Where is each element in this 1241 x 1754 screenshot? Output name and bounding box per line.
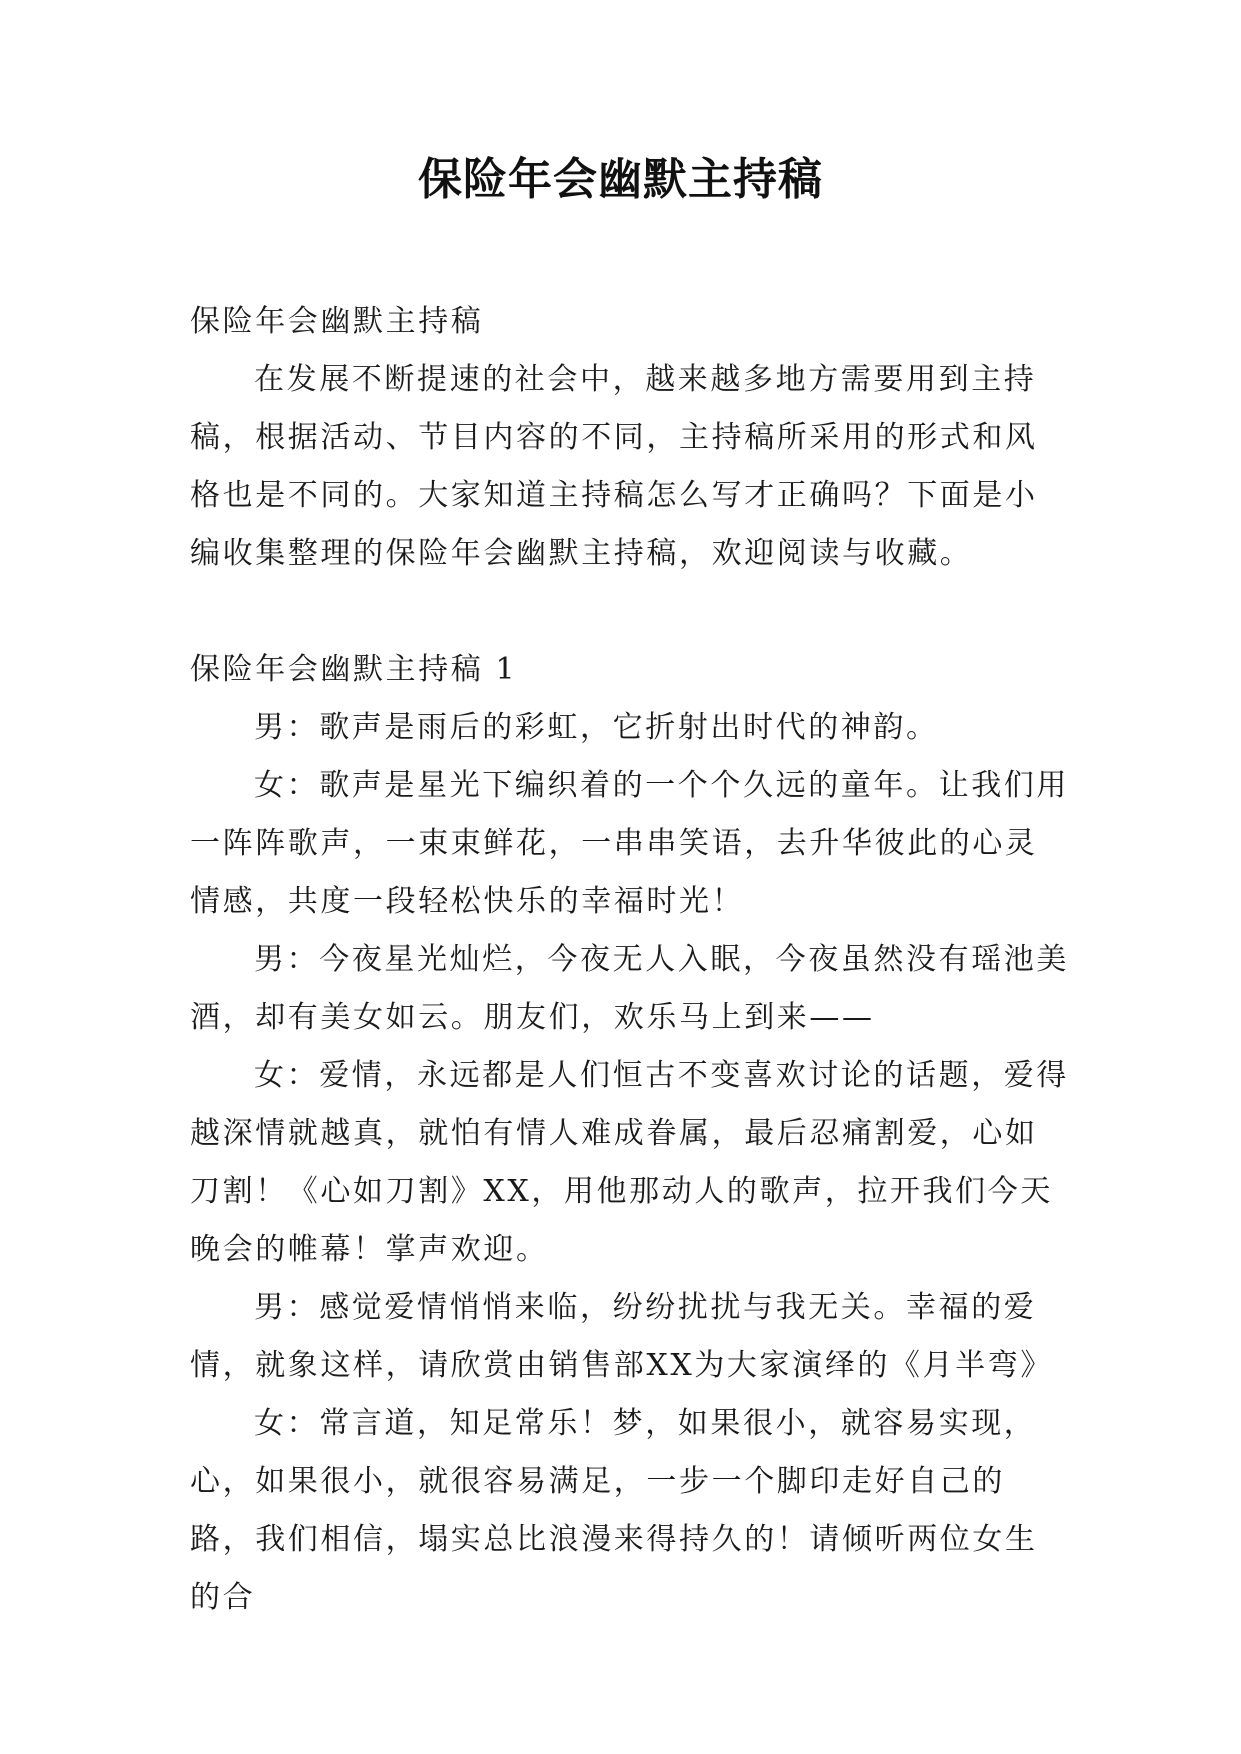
- dialogue-paragraph: 女：常言道，知足常乐！梦，如果很小，就容易实现，心，如果很小，就很容易满足，一步一个脚印走好自己的路，我们相信，塌实总比浪漫来得持久的！请倾听两位女生的合: [190, 1406, 1038, 1615]
- section-heading: 保险年会幽默主持稿 1: [190, 652, 518, 687]
- dialogue-paragraph: 男：今夜星光灿烂，今夜无人入眠，今夜虽然没有瑶池美酒，却有美女如云。朋友们，欢乐马上到来——: [190, 942, 1069, 1035]
- dialogue-paragraph: 男：感觉爱情悄悄来临，纷纷扰扰与我无关。幸福的爱情，就象这样，请欣赏由销售部XX为大家演绎的《月半弯》: [190, 1290, 1053, 1383]
- paragraph-gap: [190, 583, 1070, 641]
- document-body: [190, 293, 1070, 1627]
- dialogue-paragraph: 男：歌声是雨后的彩虹，它折射出时代的神韵。: [254, 710, 939, 745]
- intro-paragraph: 在发展不断提速的社会中，越来越多地方需要用到主持稿，根据活动、节目内容的不同，主持稿所采用的形式和风格也是不同的。大家知道主持稿怎么写才正确吗？下面是小编收集整理的保险年会幽默主持稿，欢迎阅读与收藏。: [190, 362, 1038, 571]
- dialogue-paragraph: 女：爱情，永远都是人们恒古不变喜欢讨论的话题，爱得越深情就越真，就怕有情人难成眷属，最后忍痛割爱，心如刀割！《心如刀割》XX，用他那动人的歌声，拉开我们今天晚会的帷幕！掌声欢迎。: [190, 1058, 1069, 1267]
- subtitle: 保险年会幽默主持稿: [190, 304, 484, 339]
- document-title: 保险年会幽默主持稿: [418, 154, 823, 205]
- dialogue-paragraph: 女：歌声是星光下编织着的一个个久远的童年。让我们用一阵阵歌声，一束束鲜花，一串串笑语，去升华彼此的心灵情感，共度一段轻松快乐的幸福时光！: [190, 768, 1069, 919]
